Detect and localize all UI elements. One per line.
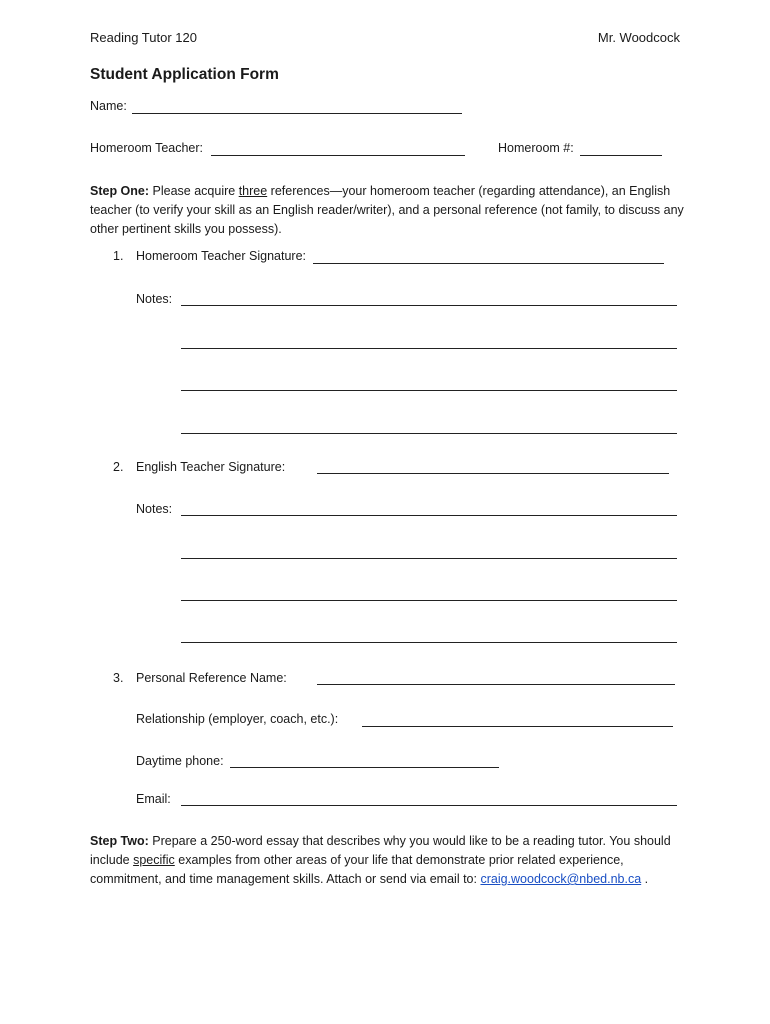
relationship-field[interactable] [362, 726, 673, 727]
step-one-paragraph [90, 182, 690, 239]
teacher-name: Mr. Woodcock [597, 30, 680, 45]
ref2-notes-line-2[interactable] [181, 558, 677, 559]
ref2-notes-line-1[interactable] [181, 515, 677, 516]
ref2-notes-line-4[interactable] [181, 642, 677, 643]
step-two-text-a: Prepare a 250-word essay that describes why you would like to be a reading tutor. You should include [90, 834, 671, 867]
homeroom-signature-field[interactable] [313, 263, 664, 264]
homeroom-number-field[interactable] [580, 155, 662, 156]
email-field[interactable] [181, 805, 677, 806]
relationship-label: Relationship (employer, coach, etc.): [136, 712, 339, 726]
step-two-paragraph [90, 832, 690, 889]
form-title: Student Application Form [90, 66, 279, 83]
step-two-heading: Step Two: [90, 834, 149, 848]
english-signature-label: English Teacher Signature: [136, 460, 286, 474]
ref1-notes-line-3[interactable] [181, 390, 677, 391]
step-one-text-b: references—your homeroom teacher (regarding attendance), an English teacher (to verify your skill as an English reader/writer), and a personal reference (not family, to discuss any other pertinent skills you possess). [90, 184, 684, 236]
ref1-notes-label: Notes: [136, 292, 173, 306]
step-two-text-b: examples from other areas of your life that demonstrate prior related experience, commitment, and time management skills. Attach or send via email to: [90, 853, 624, 886]
step-one-emphasis: three [238, 184, 268, 198]
step-one-heading: Step One: [90, 184, 150, 198]
step-two-emphasis: specific [133, 853, 175, 867]
ref1-number: 1. [113, 249, 124, 263]
step-two-end: . [641, 872, 649, 886]
ref2-number: 2. [113, 460, 124, 474]
ref1-notes-line-4[interactable] [181, 433, 677, 434]
step-one-text-a: Please acquire [149, 184, 239, 198]
personal-reference-name-label: Personal Reference Name: [136, 671, 287, 685]
ref1-notes-line-1[interactable] [181, 305, 677, 306]
email-link[interactable]: craig.woodcock@nbed.nb.ca [480, 872, 642, 886]
homeroom-teacher-label: Homeroom Teacher: [90, 141, 204, 155]
homeroom-teacher-field[interactable] [211, 155, 465, 156]
homeroom-signature-label: Homeroom Teacher Signature: [136, 249, 306, 263]
email-label: Email: [136, 792, 171, 806]
ref3-number: 3. [113, 671, 124, 685]
ref2-notes-label: Notes: [136, 502, 173, 516]
ref1-notes-line-2[interactable] [181, 348, 677, 349]
personal-reference-name-field[interactable] [317, 684, 675, 685]
ref2-notes-line-3[interactable] [181, 600, 677, 601]
daytime-phone-field[interactable] [230, 767, 499, 768]
course-name: Reading Tutor 120 [90, 30, 197, 45]
daytime-phone-label: Daytime phone: [136, 754, 224, 768]
homeroom-number-label: Homeroom #: [498, 141, 574, 155]
name-label: Name: [90, 99, 127, 113]
english-signature-field[interactable] [317, 473, 669, 474]
name-field[interactable] [132, 113, 462, 114]
